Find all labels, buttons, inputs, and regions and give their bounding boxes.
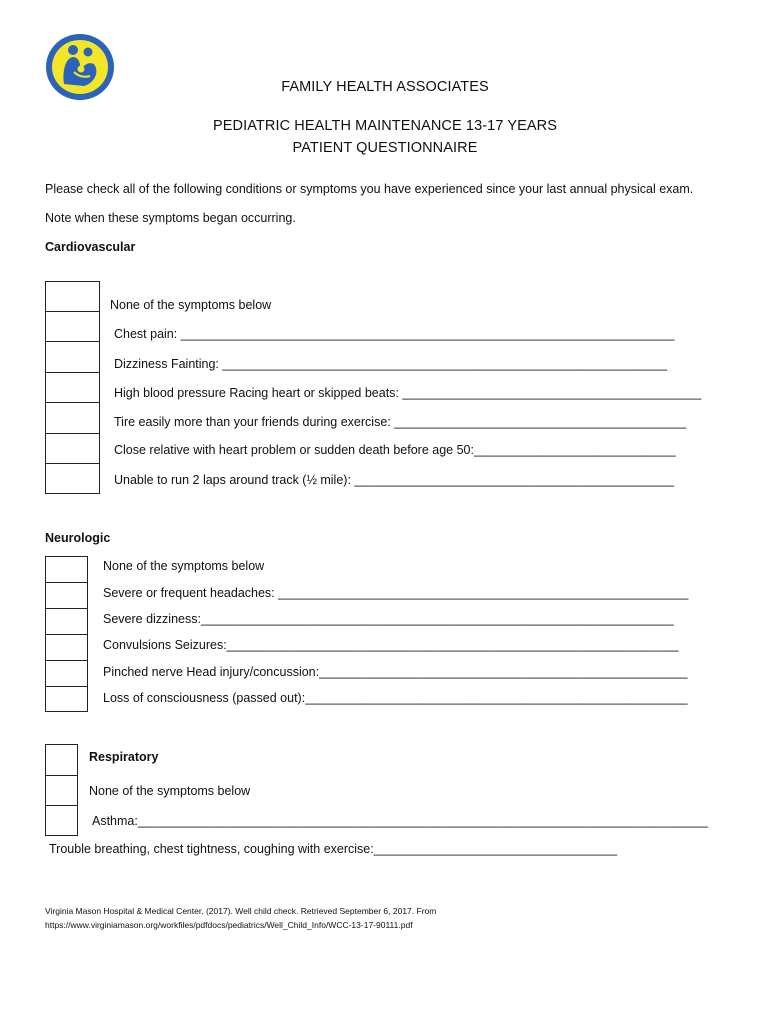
checkbox-unable-to-run[interactable] — [45, 463, 100, 494]
convulsions-field[interactable]: Convulsions Seizures:_________________________________________________________________ — [103, 638, 679, 652]
form-title: PEDIATRIC HEALTH MAINTENANCE 13-17 YEARS — [212, 118, 558, 134]
dizziness-fainting-field[interactable]: Dizziness Fainting: ________________________________________________________________ — [114, 357, 668, 371]
severe-dizziness-field[interactable]: Severe dizziness:____________________________________________________________________ — [103, 612, 674, 626]
checkbox-loss-of-consciousness[interactable] — [45, 686, 88, 712]
checkbox-head-injury[interactable] — [45, 660, 88, 687]
checkbox-high-blood-pressure[interactable] — [45, 372, 100, 403]
close-relative-heart-field[interactable]: Close relative with heart problem or sudden death before age 50:_____________________________ — [114, 443, 676, 457]
form-subtitle: PATIENT QUESTIONNAIRE — [292, 140, 478, 156]
section-heading-cardiovascular: Cardiovascular — [45, 240, 136, 254]
resp-none-label: None of the symptoms below — [89, 784, 251, 798]
checkbox-resp-none[interactable] — [45, 775, 78, 806]
tire-easily-field[interactable]: Tire easily more than your friends during exercise: __________________________________________ — [114, 415, 687, 429]
instructions-line2: Note when these symptoms began occurring. — [45, 211, 296, 225]
loss-of-consciousness-field[interactable]: Loss of consciousness (passed out):_______________________________________________________ — [103, 691, 688, 705]
instructions-line1: Please check all of the following conditions or symptoms you have experienced since your last annual physical exam. — [45, 182, 694, 196]
head-injury-field[interactable]: Pinched nerve Head injury/concussion:_____________________________________________________ — [103, 665, 688, 679]
org-name: FAMILY HEALTH ASSOCIATES — [281, 79, 489, 95]
checkbox-tire-easily[interactable] — [45, 402, 100, 434]
neuro-none-label: None of the symptoms below — [103, 559, 265, 573]
headaches-field[interactable]: Severe or frequent headaches: ___________________________________________________________ — [103, 586, 689, 600]
checkbox-headaches[interactable] — [45, 582, 88, 609]
checkbox-severe-dizziness[interactable] — [45, 608, 88, 635]
asthma-field[interactable]: Asthma:__________________________________________________________________________________ — [92, 814, 708, 828]
cardio-none-label: None of the symptoms below — [110, 298, 272, 312]
section-heading-neurologic: Neurologic — [45, 531, 111, 545]
section-heading-respiratory: Respiratory — [89, 750, 159, 764]
checkbox-chest-pain[interactable] — [45, 311, 100, 342]
unable-to-run-field[interactable]: Unable to run 2 laps around track (½ mile): ______________________________________________ — [114, 473, 675, 487]
citation-url: https://www.virginiamason.org/workfiles/pdfdocs/pediatrics/Well_Child_Info/WCC-13-17-90111.pdf — [45, 920, 413, 930]
checkbox-close-relative-heart[interactable] — [45, 433, 100, 464]
trouble-breathing-field[interactable]: Trouble breathing, chest tightness, coughing with exercise:___________________________________ — [49, 842, 618, 856]
high-blood-pressure-field[interactable]: High blood pressure Racing heart or skipped beats: ___________________________________________ — [114, 386, 702, 400]
checkbox-asthma[interactable] — [45, 805, 78, 836]
checkbox-dizziness-fainting[interactable] — [45, 341, 100, 373]
checkbox-neuro-none[interactable] — [45, 556, 88, 583]
checkbox-resp-heading[interactable] — [45, 744, 78, 776]
citation-line1: Virginia Mason Hospital & Medical Center. (2017). Well child check. Retrieved September 6, 2017. From — [45, 906, 437, 916]
chest-pain-field[interactable]: Chest pain: _______________________________________________________________________ — [114, 327, 675, 341]
checkbox-convulsions[interactable] — [45, 634, 88, 661]
checkbox-cardio-none[interactable] — [45, 281, 100, 312]
